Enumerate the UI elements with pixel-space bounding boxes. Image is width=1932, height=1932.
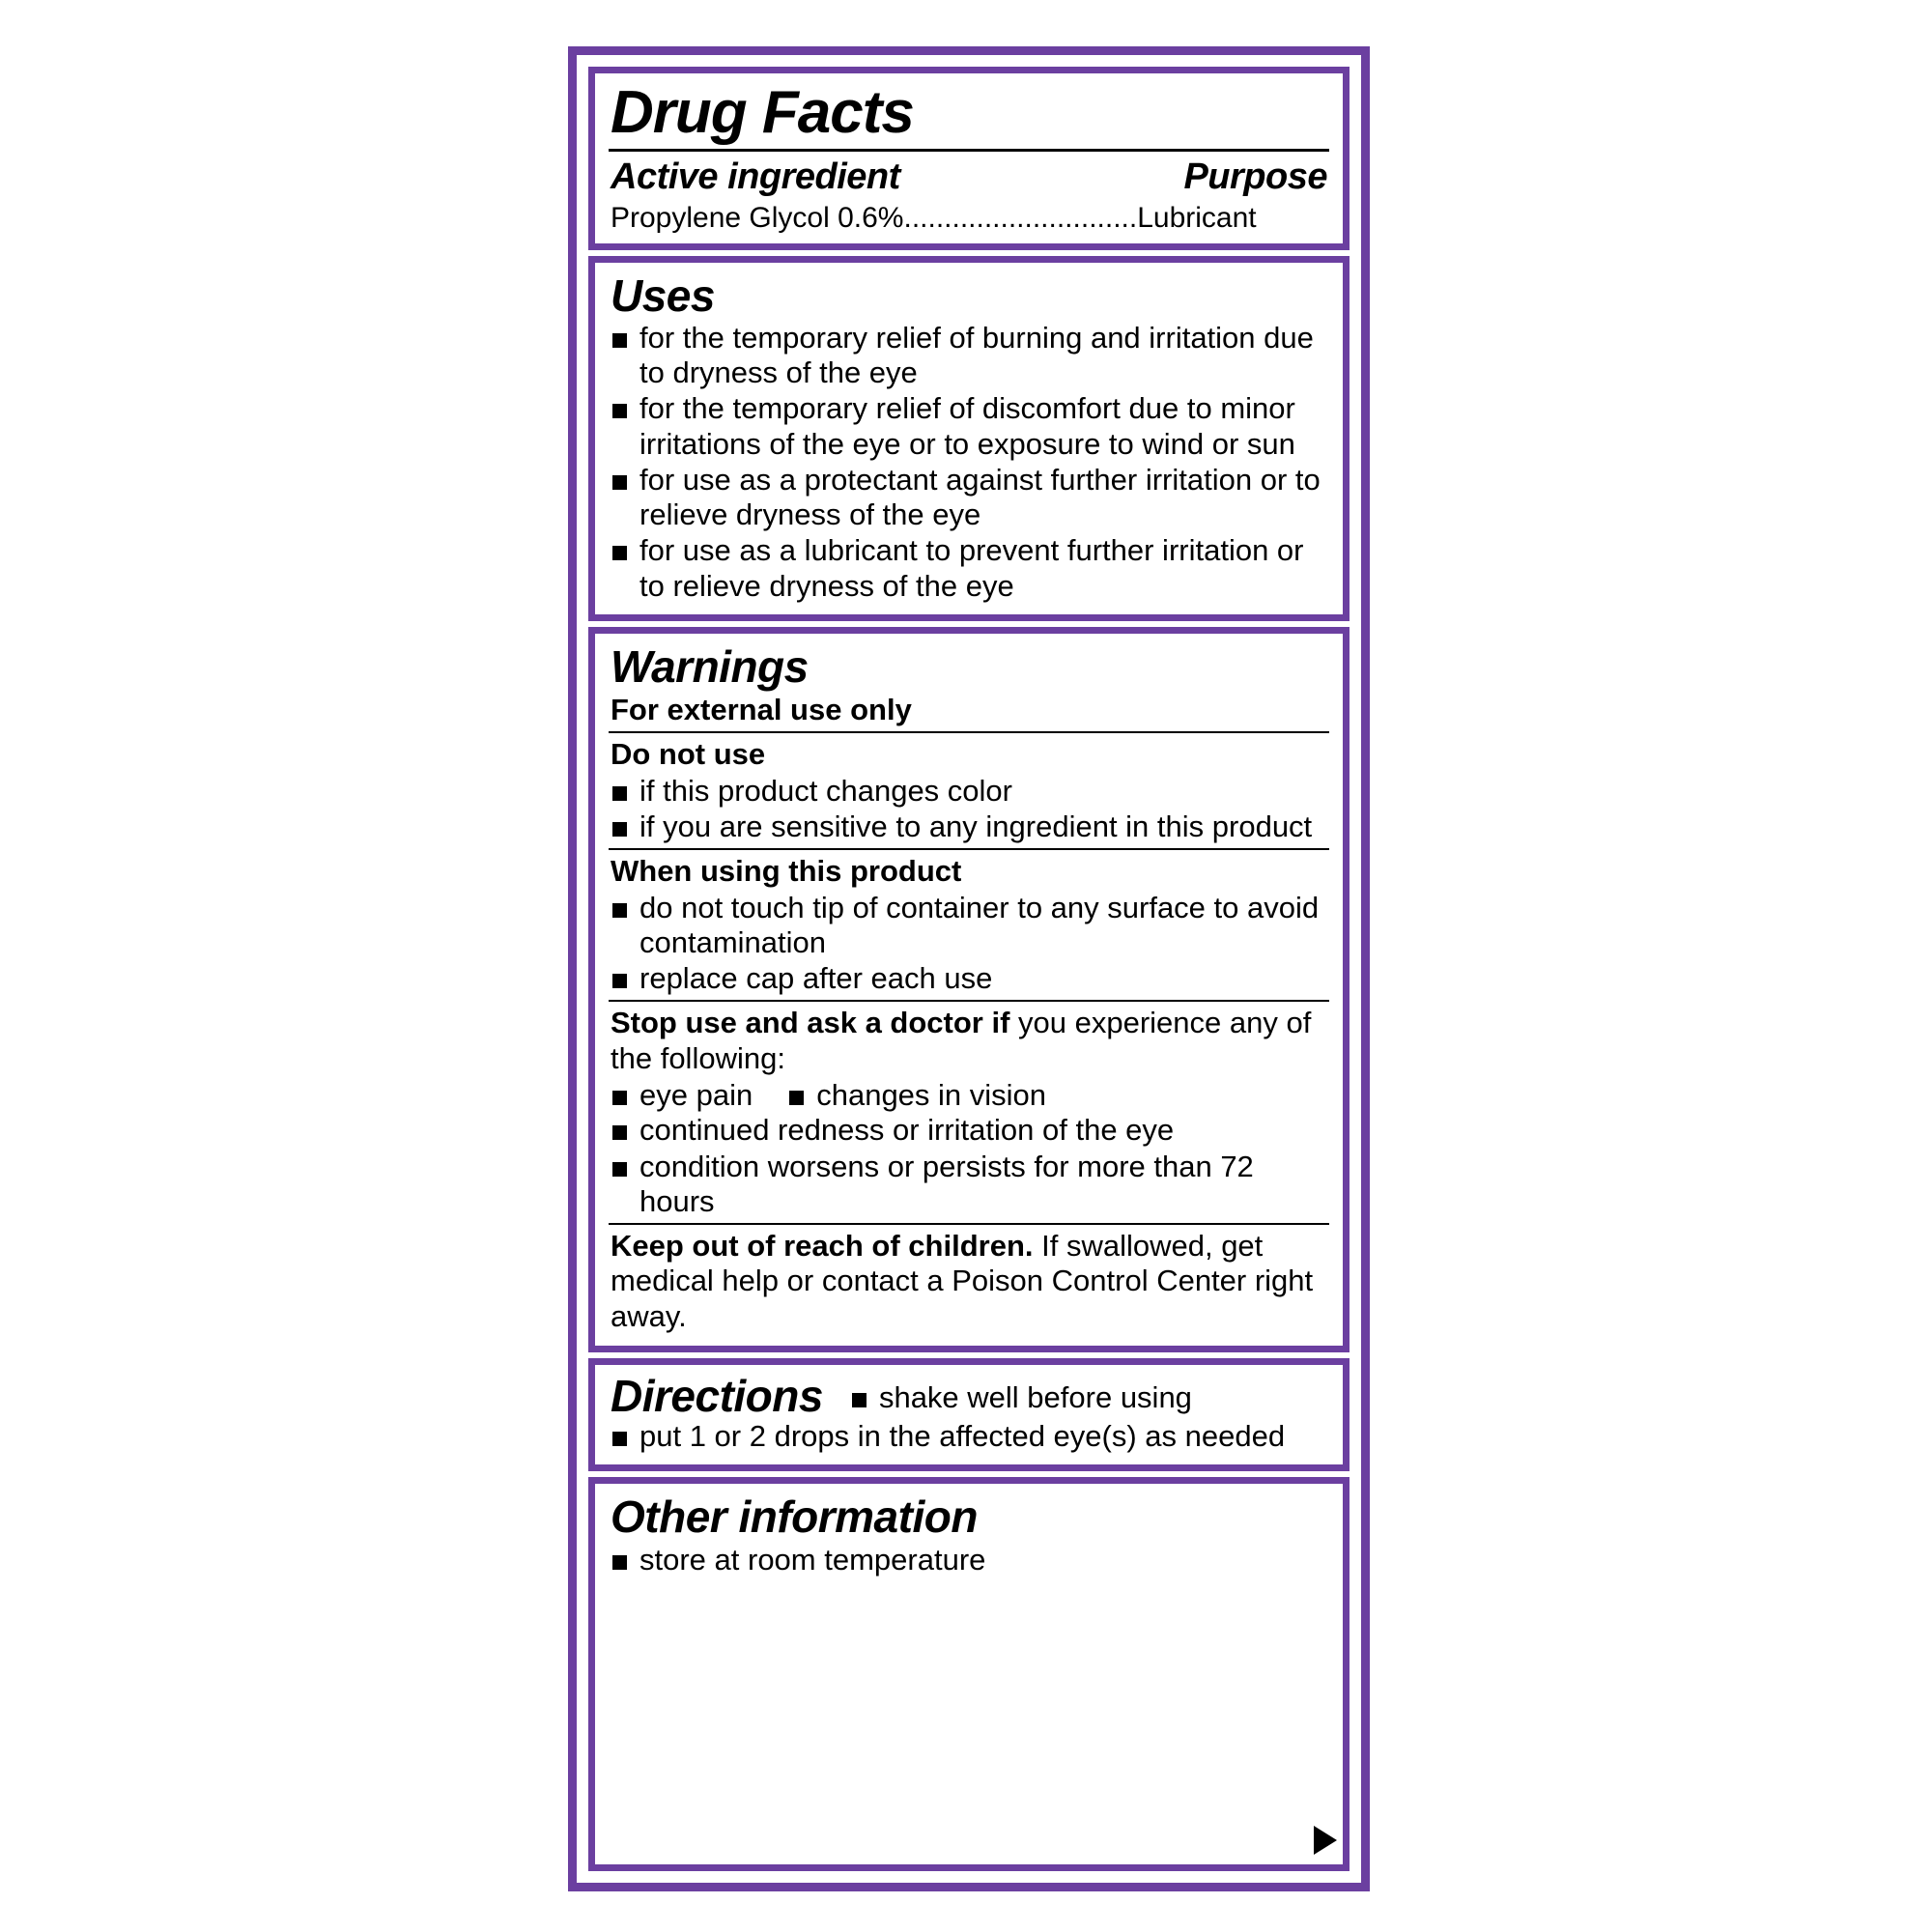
list-item: condition worsens or persists for more than 72 hours — [609, 1150, 1329, 1220]
directions-item-shake: shake well before using — [848, 1380, 1192, 1415]
external-use-text: For external use only — [611, 693, 912, 727]
list-item: continued redness or irritation of the eye — [609, 1113, 1329, 1148]
keep-out-bold: Keep out of reach of children. — [611, 1229, 1034, 1264]
directions-block — [588, 1358, 1350, 1472]
stop-use-lead-rest: you experience any of the following: — [611, 1006, 1312, 1075]
other-information-block — [588, 1477, 1350, 1871]
list-item: for the temporary relief of burning and irritation due to dryness of the eye — [609, 321, 1329, 391]
keep-out-of-reach-text — [611, 1229, 1327, 1334]
list-item: if you are sensitive to any ingredient in this product — [609, 810, 1329, 844]
active-ingredient-line: Propylene Glycol 0.6%.............................Lubricant — [611, 202, 1257, 234]
list-item: store at room temperature — [609, 1543, 1329, 1577]
stop-use-lead — [611, 1006, 1327, 1076]
active-ingredient-headings — [611, 156, 1327, 198]
list-item: for the temporary relief of discomfort due to minor irritations of the eye or to exposure to wind or sun — [609, 391, 1329, 462]
list-item: if this product changes color — [609, 774, 1329, 809]
directions-row — [609, 1371, 1329, 1419]
other-information-heading: Other information — [611, 1492, 978, 1543]
arrow-right-icon — [1314, 1826, 1337, 1855]
page-title: Drug Facts — [611, 79, 914, 146]
stop-use-item-eye-pain: eye pain — [639, 1078, 753, 1112]
active-ingredient-block — [588, 67, 1350, 250]
stop-use-item-changes-in-vision: changes in vision — [785, 1078, 1046, 1113]
list-item: replace cap after each use — [609, 961, 1329, 996]
label-inner — [588, 67, 1350, 1871]
do-not-use-heading: Do not use — [611, 736, 766, 771]
title-divider — [609, 149, 1329, 152]
list-item: do not touch tip of container to any surface to avoid contamination — [609, 891, 1329, 961]
warnings-block — [588, 627, 1350, 1352]
stop-use-inline-row — [609, 1078, 1329, 1113]
warnings-heading: Warnings — [611, 640, 809, 692]
other-information-list — [609, 1543, 1329, 1577]
directions-heading: Directions — [611, 1370, 823, 1421]
stop-use-lead-bold: Stop use and ask a doctor if — [611, 1006, 1010, 1040]
warnings-divider-4 — [609, 1223, 1329, 1225]
uses-block — [588, 256, 1350, 621]
purpose-heading: Purpose — [1183, 156, 1327, 197]
uses-list — [609, 321, 1329, 604]
list-item: for use as a protectant against further irritation or to relieve dryness of the eye — [609, 463, 1329, 533]
drug-facts-label — [568, 46, 1370, 1891]
warnings-divider-1 — [609, 731, 1329, 733]
uses-heading: Uses — [611, 270, 715, 321]
list-item: for use as a lubricant to prevent further irritation or to relieve dryness of the eye — [609, 533, 1329, 604]
directions-list — [609, 1419, 1329, 1454]
keep-out-rest: If swallowed, get medical help or contact a Poison Control Center right away. — [611, 1229, 1314, 1333]
list-item: put 1 or 2 drops in the affected eye(s) as needed — [609, 1419, 1329, 1454]
warnings-divider-3 — [609, 1000, 1329, 1002]
when-using-list — [609, 891, 1329, 997]
warnings-divider-2 — [609, 848, 1329, 850]
active-ingredient-heading: Active ingredient — [611, 156, 900, 197]
do-not-use-list — [609, 774, 1329, 845]
when-using-heading: When using this product — [611, 854, 962, 889]
stop-use-list — [609, 1113, 1329, 1219]
